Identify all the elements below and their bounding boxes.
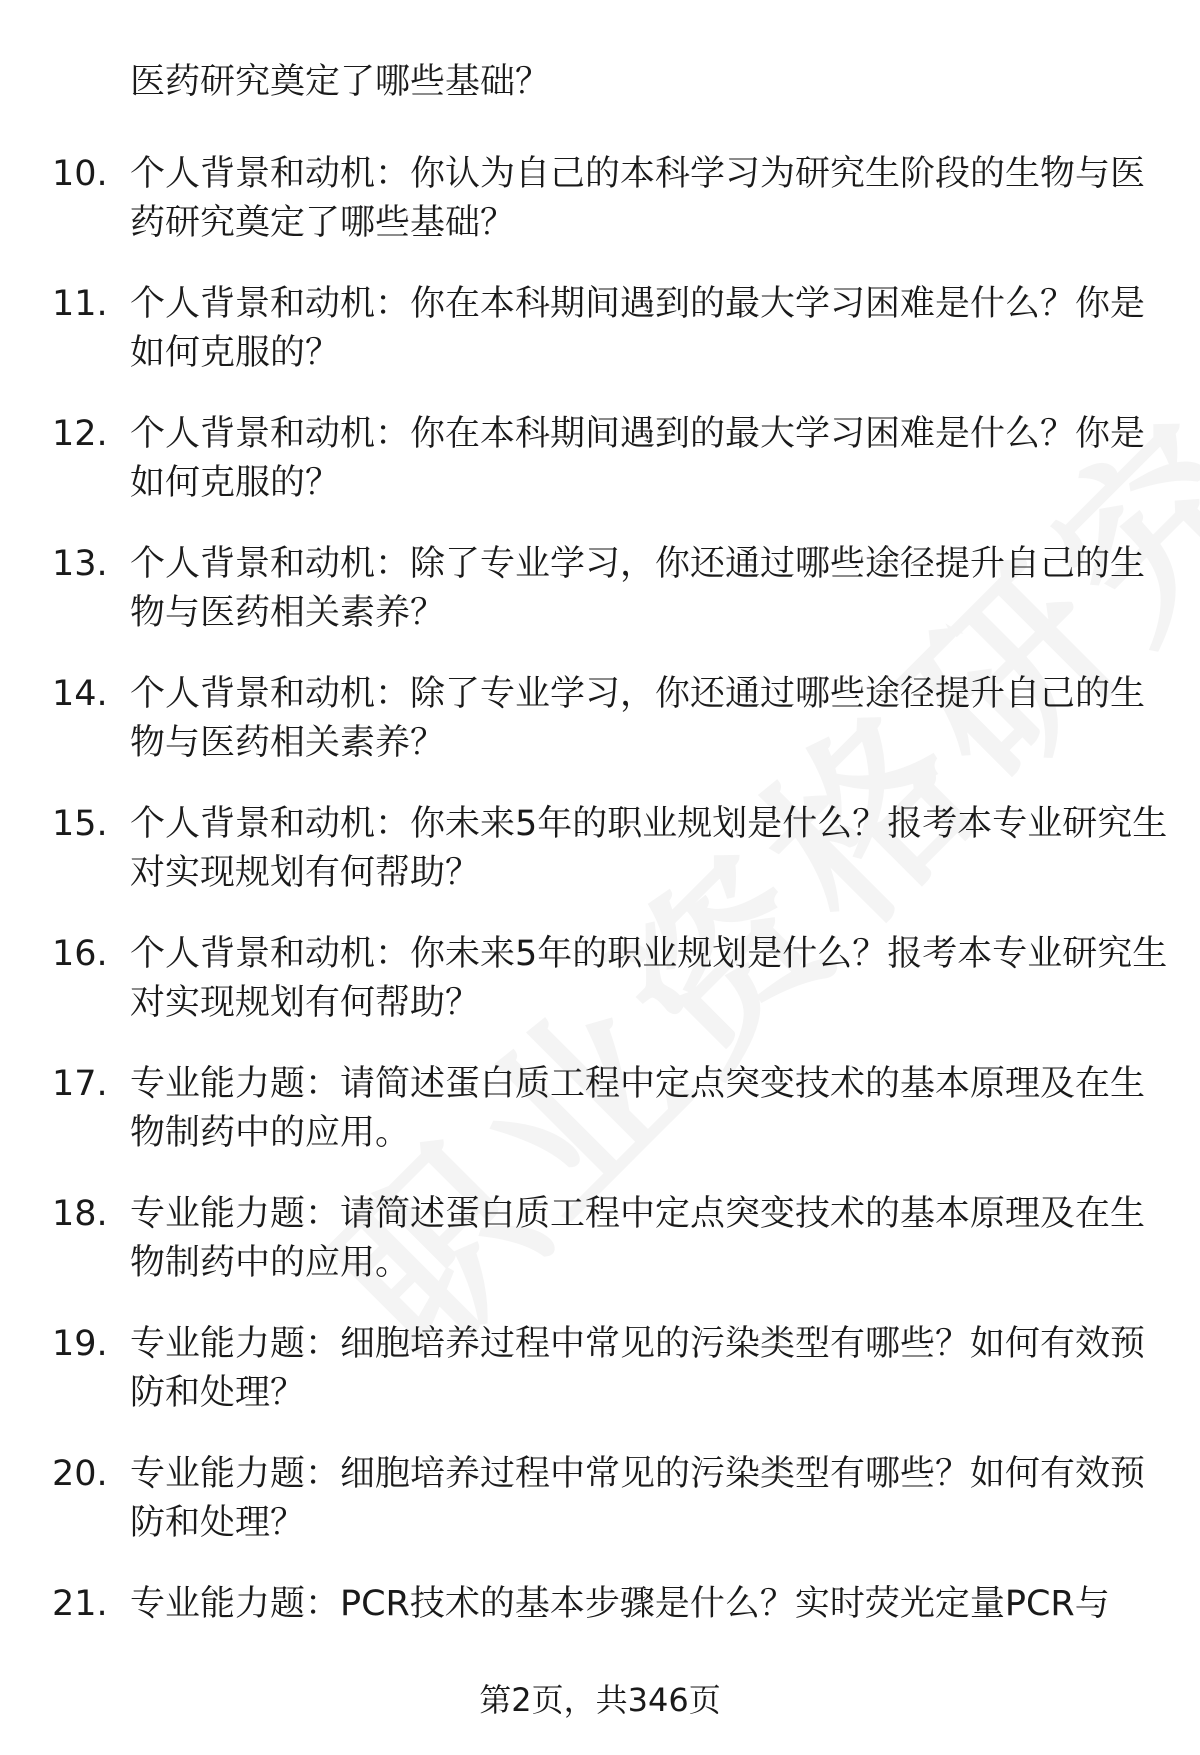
item-number: 12. [52,414,108,454]
item-text: 专业能力题：请简述蛋白质工程中定点突变技术的基本原理及在生物制药中的应用。 [130,1194,1146,1283]
continuation-text: 医药研究奠定了哪些基础？ [130,62,551,102]
item-number: 10. [52,154,108,194]
page-footer: 第2页，共346页 [479,1681,721,1719]
item-text: 个人背景和动机：除了专业学习，你还通过哪些途径提升自己的生物与医药相关素养？ [130,544,1146,633]
item-text: 专业能力题：细胞培养过程中常见的污染类型有哪些？如何有效预防和处理？ [130,1454,1146,1543]
item-text: 个人背景和动机：你在本科期间遇到的最大学习困难是什么？你是如何克服的？ [130,284,1146,373]
item-text: 个人背景和动机：除了专业学习，你还通过哪些途径提升自己的生物与医药相关素养？ [130,674,1146,763]
item-number: 16. [52,934,108,974]
item-number: 20. [52,1454,108,1494]
item-text: 个人背景和动机：你未来5年的职业规划是什么？报考本专业研究生对实现规划有何帮助？ [130,934,1168,1023]
item-number: 13. [52,544,108,584]
item-number: 14. [52,674,108,714]
item-number: 18. [52,1194,108,1234]
item-text: 个人背景和动机：你在本科期间遇到的最大学习困难是什么？你是如何克服的？ [130,414,1146,503]
item-number: 21. [52,1584,108,1624]
item-number: 19. [52,1324,108,1364]
item-number: 15. [52,804,108,844]
item-text: 专业能力题：细胞培养过程中常见的污染类型有哪些？如何有效预防和处理？ [130,1324,1146,1413]
item-text: 个人背景和动机：你认为自己的本科学习为研究生阶段的生物与医药研究奠定了哪些基础？ [130,154,1146,243]
item-text: 专业能力题：PCR技术的基本步骤是什么？实时荧光定量PCR与 [130,1584,1110,1624]
item-number: 11. [52,284,108,324]
item-text: 个人背景和动机：你未来5年的职业规划是什么？报考本专业研究生对实现规划有何帮助？ [130,804,1168,893]
item-number: 17. [52,1064,108,1104]
item-text: 专业能力题：请简述蛋白质工程中定点突变技术的基本原理及在生物制药中的应用。 [130,1064,1146,1153]
